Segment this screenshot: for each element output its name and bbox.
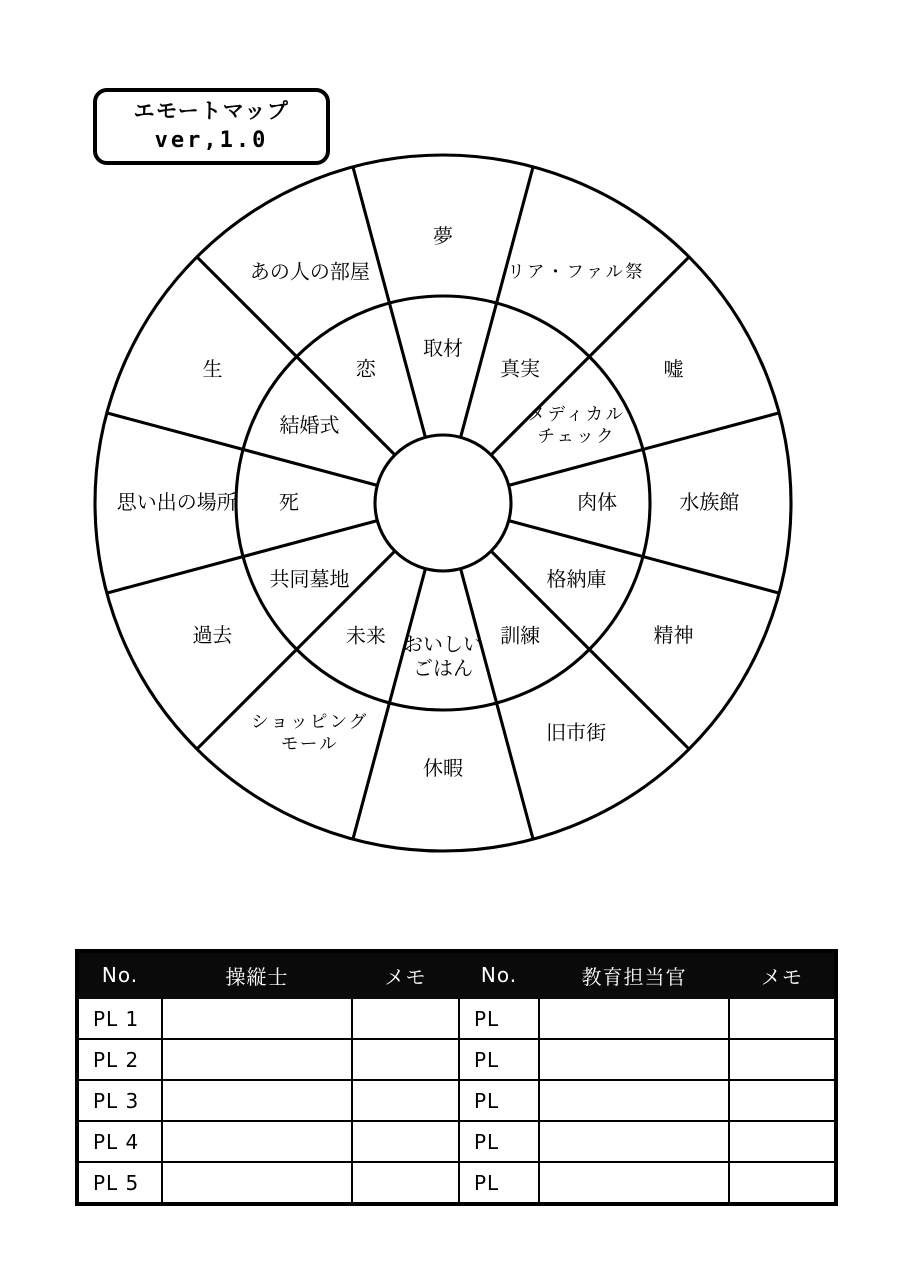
cell-pilot-name[interactable] bbox=[162, 1039, 352, 1080]
roster-table bbox=[75, 949, 838, 1206]
header-officer-memo: メモ bbox=[729, 951, 836, 998]
cell-pilot-memo[interactable] bbox=[352, 1080, 459, 1121]
cell-pilot-memo[interactable] bbox=[352, 1162, 459, 1204]
cell-pilot-memo[interactable] bbox=[352, 1039, 459, 1080]
inner-sector-label-2: メディカルチェック bbox=[527, 404, 626, 447]
outer-ring-labels bbox=[117, 223, 739, 779]
cell-pilot-no: PL 5 bbox=[77, 1162, 162, 1204]
cell-pilot-no: PL 4 bbox=[77, 1121, 162, 1162]
cell-officer-memo[interactable] bbox=[729, 1121, 836, 1162]
cell-officer-no: PL bbox=[459, 1162, 539, 1204]
cell-pilot-name[interactable] bbox=[162, 1121, 352, 1162]
roster-body bbox=[77, 998, 836, 1204]
outer-sector-label-1: リア・ファル祭 bbox=[507, 262, 645, 283]
cell-officer-no: PL bbox=[459, 1039, 539, 1080]
cell-officer-no: PL bbox=[459, 1121, 539, 1162]
header-officer-name: 教育担当官 bbox=[539, 951, 729, 998]
wheel-spoke bbox=[353, 569, 425, 839]
outer-sector-label-11: あの人の部屋 bbox=[249, 258, 370, 283]
outer-sector-label-6: 休暇 bbox=[423, 755, 463, 780]
wheel-spoke bbox=[461, 569, 533, 839]
table-row bbox=[77, 1162, 836, 1204]
inner-sector-label-10: 結婚式 bbox=[279, 412, 340, 437]
inner-circle bbox=[375, 435, 511, 571]
outer-sector-label-3: 水族館 bbox=[679, 489, 740, 514]
inner-sector-label-5: 訓練 bbox=[500, 623, 541, 648]
inner-ring-labels bbox=[269, 335, 625, 679]
outer-sector-label-9: 思い出の場所 bbox=[116, 489, 237, 514]
outer-sector-label-8: 過去 bbox=[192, 622, 233, 647]
cell-officer-name[interactable] bbox=[539, 1039, 729, 1080]
cell-officer-name[interactable] bbox=[539, 998, 729, 1039]
inner-sector-label-3: 肉体 bbox=[577, 489, 618, 514]
cell-pilot-name[interactable] bbox=[162, 998, 352, 1039]
table-row bbox=[77, 998, 836, 1039]
cell-officer-memo[interactable] bbox=[729, 1039, 836, 1080]
header-pilot-memo: メモ bbox=[352, 951, 459, 998]
outer-sector-label-2: 嘘 bbox=[663, 356, 684, 381]
table-row bbox=[77, 1039, 836, 1080]
inner-sector-label-9: 死 bbox=[278, 489, 299, 514]
wheel-spoke bbox=[461, 167, 533, 437]
cell-pilot-no: PL 1 bbox=[77, 998, 162, 1039]
header-pilot-no: No. bbox=[77, 951, 162, 998]
cell-officer-name[interactable] bbox=[539, 1080, 729, 1121]
outer-sector-label-10: 生 bbox=[202, 356, 223, 381]
header-pilot-name: 操縦士 bbox=[162, 951, 352, 998]
inner-sector-label-11: 恋 bbox=[355, 355, 376, 380]
inner-sector-label-7: 未来 bbox=[345, 623, 386, 648]
table-row bbox=[77, 1080, 836, 1121]
cell-officer-memo[interactable] bbox=[729, 1162, 836, 1204]
cell-pilot-no: PL 2 bbox=[77, 1039, 162, 1080]
cell-officer-no: PL bbox=[459, 1080, 539, 1121]
cell-officer-memo[interactable] bbox=[729, 1080, 836, 1121]
inner-sector-label-6: おいしいごはん bbox=[403, 631, 483, 680]
cell-officer-memo[interactable] bbox=[729, 998, 836, 1039]
cell-officer-no: PL bbox=[459, 998, 539, 1039]
cell-officer-name[interactable] bbox=[539, 1121, 729, 1162]
table-row bbox=[77, 1121, 836, 1162]
cell-pilot-name[interactable] bbox=[162, 1080, 352, 1121]
outer-sector-label-7: ショッピングモール bbox=[251, 712, 369, 755]
outer-sector-label-5: 旧市街 bbox=[546, 720, 607, 745]
header-officer-no: No. bbox=[459, 951, 539, 998]
inner-sector-label-8: 共同墓地 bbox=[269, 566, 350, 591]
title-line-main: エモートマップ bbox=[133, 99, 290, 124]
outer-sector-label-4: 精神 bbox=[653, 622, 694, 647]
inner-sector-label-0: 取材 bbox=[423, 335, 463, 360]
cell-pilot-memo[interactable] bbox=[352, 998, 459, 1039]
cell-pilot-no: PL 3 bbox=[77, 1080, 162, 1121]
cell-pilot-memo[interactable] bbox=[352, 1121, 459, 1162]
inner-sector-label-4: 格納庫 bbox=[546, 566, 607, 591]
wheel-spoke bbox=[353, 167, 425, 437]
inner-sector-label-1: 真実 bbox=[500, 355, 541, 380]
outer-sector-label-0: 夢 bbox=[433, 223, 453, 248]
table-header-row bbox=[77, 951, 836, 998]
cell-pilot-name[interactable] bbox=[162, 1162, 352, 1204]
title-line-version: ver,1.0 bbox=[154, 127, 269, 153]
cell-officer-name[interactable] bbox=[539, 1162, 729, 1204]
